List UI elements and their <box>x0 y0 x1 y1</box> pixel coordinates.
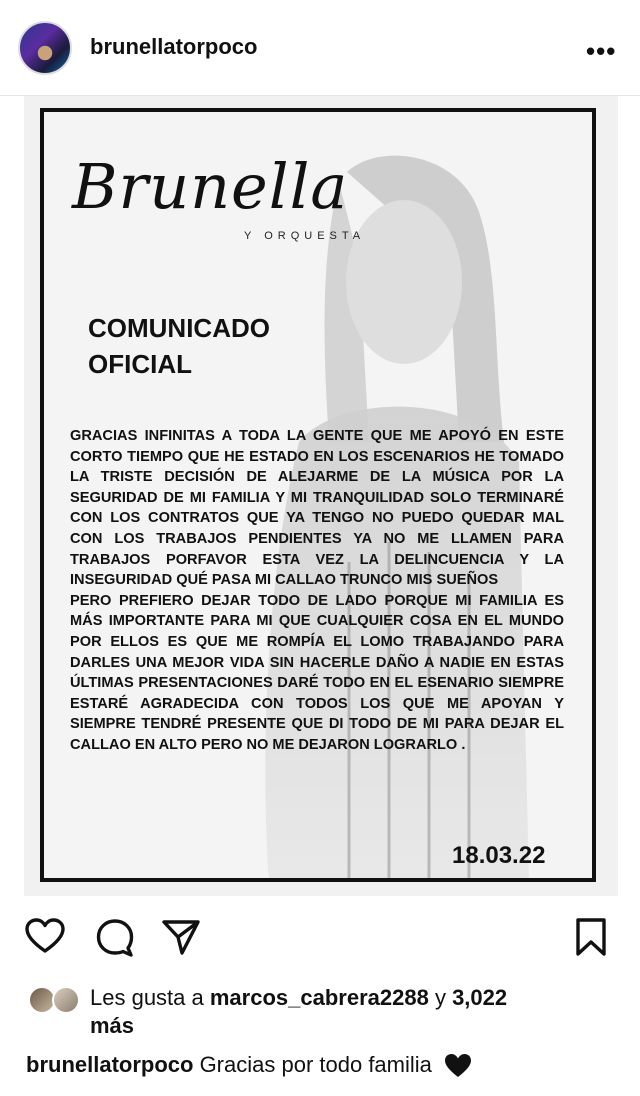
likes-user[interactable]: marcos_cabrera2288 <box>209 985 429 1010</box>
heart-icon[interactable] <box>24 916 66 958</box>
brand-logo: Brunella <box>72 150 349 223</box>
likes-prefix: Les gusta a <box>90 985 210 1010</box>
header-username[interactable]: brunellatorpoco <box>90 34 258 59</box>
caption-text: Gracias por todo familia <box>193 1052 432 1077</box>
likes-summary[interactable] <box>90 984 610 1040</box>
announcement-date: 18.03.22 <box>452 842 546 869</box>
post-image[interactable] <box>24 96 618 896</box>
announcement-title <box>88 310 348 382</box>
caption-username[interactable]: brunellatorpoco <box>26 1052 194 1077</box>
likes-suffix[interactable]: más <box>90 1013 135 1038</box>
post-header <box>0 0 640 96</box>
announcement-message <box>70 426 564 756</box>
more-options-icon[interactable]: ••• <box>586 36 617 66</box>
avatar[interactable] <box>18 21 72 75</box>
title-line-1: COMUNICADO <box>88 313 270 343</box>
action-bar <box>0 900 640 970</box>
likes-row <box>0 980 640 1040</box>
bookmark-icon[interactable] <box>570 916 612 958</box>
black-heart-icon <box>444 1053 472 1079</box>
caption <box>26 1052 626 1079</box>
brand-subtitle: Y ORQUESTA <box>244 230 366 242</box>
message-paragraph-2: PERO PREFIERO DEJAR TODO DE LADO PORQUE MI FAMILIA ES MÁS IMPORTANTE PARA MI QUE CUALQUIER COSA EN EL MUNDO POR ELLOS ES QUE ME ROMPÍA EL LOMO TRABAJANDO PARA DARLES UNA MEJOR VIDA SIN HACERLE DAÑO A NADIE EN ESTAS ÚLTIMAS PRESENTACIONES DARÉ TODO EN EL ESENARIO SIEMPRE ESTARÉ AGRADECIDA CON TODOS LOS QUE ME APOYAN Y SIEMPRE TENDRÉ PRESENTE QUE DI TODO DE MI PARA DEJAR EL CALLAO EN ALTO PERO NO ME DEJARON LOGRARLO . <box>70 592 564 753</box>
title-line-2: OFICIAL <box>88 349 192 379</box>
likes-count[interactable]: 3,022 <box>452 985 508 1010</box>
send-icon[interactable] <box>160 916 202 958</box>
liker-avatar-2[interactable] <box>52 986 80 1014</box>
likes-connector: y <box>428 985 453 1010</box>
comment-icon[interactable] <box>94 916 136 958</box>
announcement-frame <box>40 108 596 882</box>
message-paragraph-1: GRACIAS INFINITAS A TODA LA GENTE QUE ME APOYÓ EN ESTE CORTO TIEMPO QUE HE ESTADO EN LOS ESCENARIOS HE TOMADO LA TRISTE DECISIÓN DE ALEJARME DE LA MÚSICA POR LA SEGURIDAD DE MI FAMILIA Y MI TRANQUILIDAD SOLO TERMINARÉ CON LOS CONTRATOS QUE YA TENGO NO PUEDO QUEDAR MAL CON LOS TRABAJOS PENDIENTES YA NO ME LLAMEN PARA TRABAJOS PORFAVOR ESTA VEZ LA DELINCUENCIA Y LA INSEGURIDAD QUÉ PASA MI CALLAO TRUNCO MIS SUEÑOS <box>70 428 564 589</box>
